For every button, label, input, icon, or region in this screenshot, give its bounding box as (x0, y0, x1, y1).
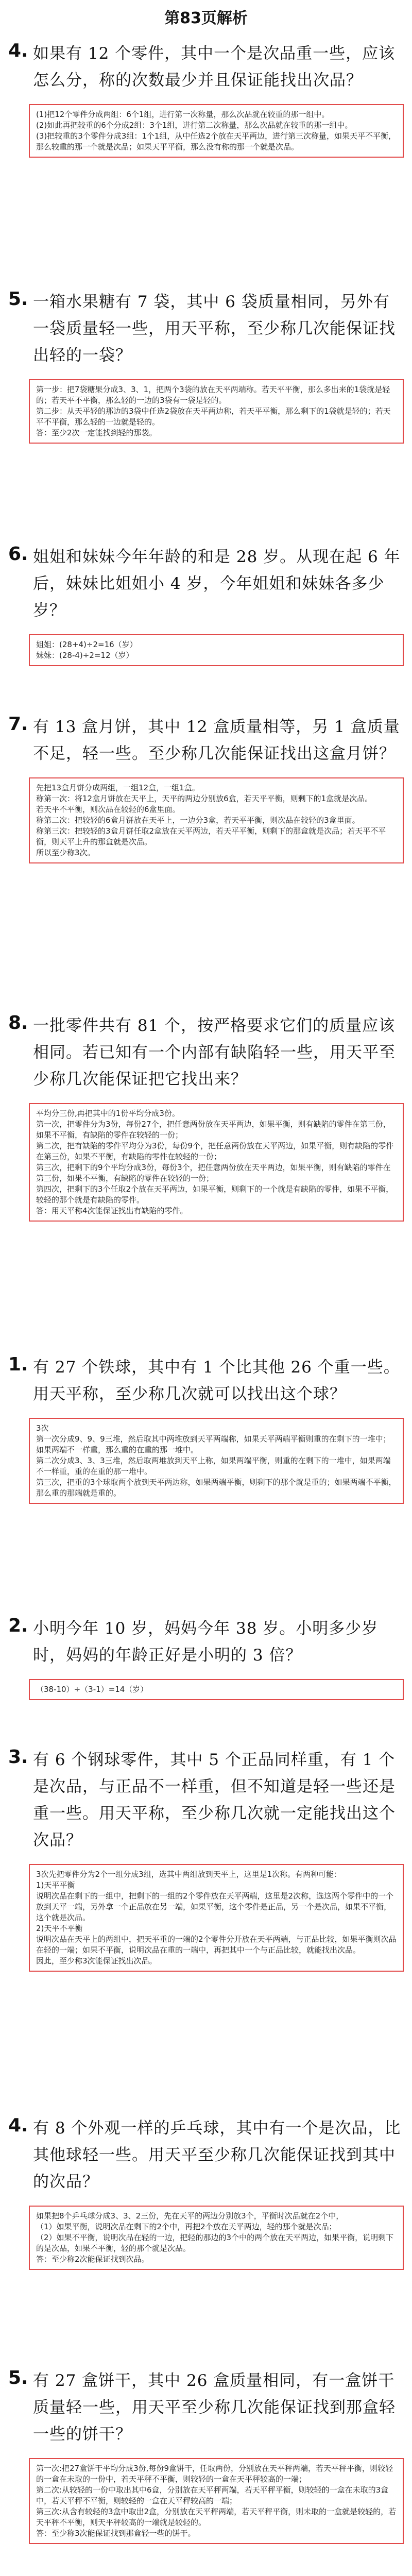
answer-box (29, 634, 404, 666)
answer-line: 若天平不平衡，则次品在较轻的6盒里面。 (36, 805, 180, 814)
answer-line: 称第三次：把较轻的3盒月饼任取2盒放在天平两边，若天平平衡，则剩下的那盒就是次品；若天平不平衡，则天平上升的那盒就是次品。 (36, 826, 386, 846)
answer-line: 第四次，把剩下的3个任取2个放在天平两边，如果平衡，则剩下的一个就是有缺陷的零件，如果不平衡，较轻的那个就是有缺陷的零件。 (36, 1184, 394, 1205)
answer-line: 答：至少称2次能保证找到次品。 (36, 2255, 149, 2264)
page-title: 第83页解析 (164, 9, 248, 27)
answer-line: 第一次，把零件分为3份，每份27个，把任意两份放在天平两边，如果平衡，则有缺陷的零件在第三份，如果不平衡，有缺陷的零件在较轻的一份； (36, 1120, 391, 1140)
answer-line: (1)把12个零件分成两组：6个1组，进行第一次称量，那么次品就在较重的那一组中。 (36, 110, 330, 119)
problem-item (8, 1354, 404, 1504)
answer-line: 称第一次：将12盒月饼放在天平上，天平的两边分别放6盒，若天平平衡，则剩下的1盒就是次品。 (36, 794, 373, 803)
answer-line: （38-10）÷（3-1）=14（岁） (36, 1685, 148, 1694)
answer-line: 第二次分成3、3、3三堆，然后取两堆放到天平上称，如果两端平衡，则重的在剩下的一堆中，如果两端不一样重，重的在重的那一堆中。 (36, 1456, 391, 1476)
answer-line: 第一次:把27盒饼干平均分成3份,每份9盒饼干，任取两份，分别放在天平秤两端，若天平秤平衡，则较轻的一盒在未取的一份中，若天平秤不平衡，则较轻的一盒在天平秤较高的一端； (36, 2464, 393, 2484)
answer-line: 说明次品在天平上的两组中，把天平重的一端的2个零件分开放在天平两端，与正品比较，如果平衡则次品在轻的一端；如果不平衡，说明次品在重的一端中，再把其中一个与正品比较，就能找出次品。 (36, 1935, 397, 1955)
answer-box (29, 2206, 404, 2270)
answer-box (29, 1864, 404, 1972)
answer-line: 3次 (36, 1423, 49, 1433)
question-number: 3. (8, 1747, 28, 1768)
question-text: 有 6 个钢球零件，其中 5 个正品同样重，有 1 个是次品，与正品不一样重，但不知道是轻一些还是重一些。用天平称，至少称几次就一定能找出这个次品？ (33, 1751, 396, 1850)
question-number: 7. (8, 714, 28, 735)
problem-item (8, 1615, 404, 1700)
answer-box (29, 1103, 404, 1222)
answer-box (29, 1679, 404, 1700)
answer-line: 第一步：把7袋糖果分成3、3、1，把两个3袋的放在天平两端称。若天平平衡，那么多出来的1袋就是轻的；若天平不平衡，那么轻的一边的3袋有一袋是轻的。 (36, 385, 390, 405)
problem-item (8, 40, 404, 158)
answer-box (29, 379, 404, 444)
answer-box (29, 777, 404, 863)
question-text: 有 13 盒月饼，其中 12 盒质量相等，另 1 盒质量不足，轻一些。至少称几次能保证找出这盒月饼？ (33, 718, 400, 763)
question-number: 2. (8, 1615, 28, 1636)
question-number: 1. (8, 1354, 28, 1375)
answer-box (29, 2458, 404, 2544)
question-text: 一批零件共有 81 个，按严格要求它们的质量应该相同。若已知有一个内部有缺陷轻一些，用天平至少称几次能保证把它找出来？ (33, 1016, 396, 1089)
answer-box (29, 104, 404, 158)
answer-line: 第二步：从天平轻的那边的3袋中任选2袋放在天平两边称，若天平平衡，那么剩下的1袋就是轻的；若天平不平衡，那么轻的一边就是轻的。 (36, 406, 391, 427)
question-number: 5. (8, 289, 28, 310)
answer-line: 第三次:从含有较轻的3盒中取出2盒，分别放在天平秤两端，若天平秤平衡，则未取的一盒就是较轻的，若天平秤不平衡，则天平秤较高的一端就是较轻的。 (36, 2507, 397, 2527)
answer-line: 第一次分成9、9、9三堆，然后取其中两堆放到天平两端称，如果天平两端平衡则重的在剩下的一堆中；如果两端不一样重，那么重的在重的那一堆中。 (36, 1434, 391, 1454)
answer-line: 第三次，把剩下的9个平均分成3份，每份3个，把任意两份放在天平两边，如果平衡，则有缺陷的零件在第三份，如果不平衡，有缺陷的零件在较轻的一份； (36, 1163, 391, 1183)
answer-line: 说明次品在剩下的一组中，把剩下的一组的2个零件放在天平两端，这里是2次称，选这两个零件中的一个放到天平一端，另外拿一个正品放在另一端，如果平衡，这个零件是正品，另一个是次品，如果不平衡，这个就是次品。 (36, 1891, 394, 1922)
answer-line: (3)把较重的3个零件分成3组：1个1组，从中任选2个放在天平两边，进行第三次称量，如果天平不平衡，那么较重的那一个就是次品；如果天平平衡，那么没有称的那一个就是次品。 (36, 131, 396, 151)
problem-item (8, 2115, 404, 2270)
answer-line: 所以至少称3次。 (36, 848, 95, 857)
question-text: 姐姐和妹妹今年年龄的和是 28 岁。从现在起 6 年后，妹妹比姐姐小 4 岁，今年姐姐和妹妹各多少岁？ (33, 548, 401, 620)
answer-line: 答：至少2次一定能找到轻的那袋。 (36, 428, 157, 437)
answer-line: （2）如果不平衡，说明次品在轻的一边，把轻的那边的3个中的两个放在天平两边，如果平衡，说明剩下的是次品，如果不平衡，轻的那个就是次品。 (36, 2233, 394, 2253)
answer-line: 第二次:从较轻的一份中取出其中6盒，分别放在天平秤两端，若天平秤平衡，则较轻的一盒在未取的3盒中，若天平秤不平衡，则较轻的一盒在天平秤较高的一端； (36, 2485, 389, 2505)
answer-line: 1)天平平衡 (36, 1880, 75, 1890)
answer-line: 答：用天平称4次能保证找出有缺陷的零件。 (36, 1206, 188, 1215)
question-number: 8. (8, 1012, 28, 1033)
answer-line: 第二次，把有缺陷的零件平均分为3份，每份9个，把任意两份放在天平两边，如果平衡，则有缺陷的零件在第三份，如果不平衡，有缺陷的零件在较轻的一份； (36, 1141, 394, 1161)
problem-item (8, 1747, 404, 1972)
question-number: 4. (8, 2115, 28, 2136)
answer-line: 姐姐：(28+4)÷2=16（岁） (36, 640, 138, 649)
answer-line: 2)天平不平衡 (36, 1924, 83, 1933)
question-text: 有 8 个外观一样的乒乓球，其中有一个是次品，比其他球轻一些。用天平至少称几次能保证找到其中的次品？ (33, 2119, 401, 2191)
answer-line: (2)如此再把较重的6个分成2组：3个1组，进行第二次称量，那么次品就在较重的那一组中。 (36, 121, 353, 130)
answer-line: 妹妹：(28-4)÷2=12（岁） (36, 651, 134, 660)
answer-line: 称第二次：把较轻的6盒月饼放在天平上，一边分3盒，若天平平衡，则次品在较轻的3盒里面。 (36, 816, 360, 825)
problem-item (8, 2367, 404, 2544)
problem-item (8, 1012, 404, 1222)
answer-box (29, 1418, 404, 1504)
answer-line: 如果把8个乒乓球分成3、3、2三份，先在天平的两边分别放3个，平衡时次品就在2个中， (36, 2211, 344, 2221)
answer-line: 平均分三份,再把其中的1份平均分成3份。 (36, 1109, 180, 1118)
question-number: 4. (8, 40, 28, 61)
answer-line: 3次先把零件分为2个一组分成3组，选其中两组放到天平上，这里是1次称。有两种可能： (36, 1870, 342, 1879)
answer-line: 答：至少称3次能保证找到那盒轻一些的饼干。 (36, 2529, 196, 2538)
question-text: 如果有 12 个零件，其中一个是次品重一些，应该怎么分，称的次数最少并且保证能找出次品？ (33, 44, 396, 90)
question-text: 小明今年 10 岁，妈妈今年 38 岁。小明多少岁时，妈妈的年龄正好是小明的 3 倍？ (33, 1619, 379, 1665)
problem-item (8, 714, 404, 863)
answer-line: 因此，至少称3次能保证找出次品。 (36, 1956, 157, 1965)
answer-line: 第三次，把重的3个球取两个放到天平两边称，如果两端平衡，则剩下的那个就是重的；如果两端不平衡，那么重的那端就是重的。 (36, 1478, 397, 1498)
question-number: 5. (8, 2367, 28, 2388)
problem-item (8, 289, 404, 444)
question-text: 有 27 个铁球，其中有 1 个比其他 26 个重一些。用天平称，至少称几次就可以找出这个球？ (33, 1358, 400, 1403)
question-number: 6. (8, 544, 28, 565)
question-text: 一箱水果糖有 7 袋，其中 6 袋质量相同，另外有一袋质量轻一些，用天平称，至少称几次能保证找出轻的一袋？ (33, 293, 396, 365)
answer-line: （1）如果平衡，说明次品在剩下的2个中，再把2个放在天平两边，轻的那个就是次品； (36, 2222, 337, 2231)
problem-item (8, 544, 404, 666)
answer-line: 先把13盒月饼分成两组，一组12盒，一组1盒。 (36, 783, 200, 792)
question-text: 有 27 盒饼干，其中 26 盒质量相同，有一盒饼干质量轻一些，用天平至少称几次能保证找到那盒轻一些的饼干？ (33, 2371, 396, 2444)
